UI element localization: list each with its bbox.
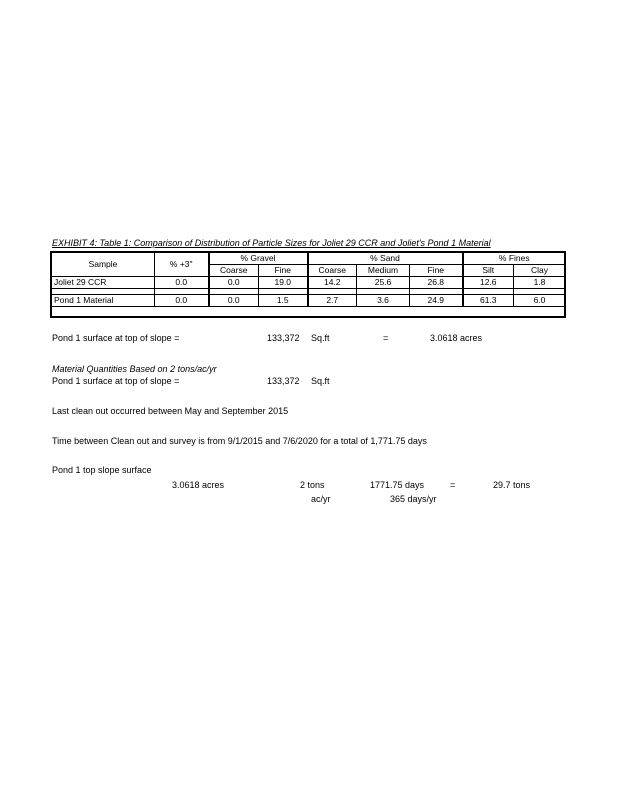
header-sand-fine: Fine (410, 265, 463, 277)
particle-size-table (51, 252, 566, 307)
cell-sand-fine: 24.9 (410, 295, 463, 307)
surface-label-2: Pond 1 surface at top of slope = (52, 376, 180, 386)
header-sand-medium: Medium (357, 265, 410, 277)
table-row (52, 277, 566, 289)
calc-days: 1771.75 days (370, 480, 425, 490)
header-row-1 (52, 253, 566, 265)
cell-gravel-coarse: 0.0 (209, 295, 259, 307)
header-sand-coarse: Coarse (308, 265, 357, 277)
equals-sign: = (383, 333, 389, 343)
cell-silt: 61.3 (463, 295, 514, 307)
calc-equals: = (450, 480, 456, 490)
cell-sample: Joliet 29 CCR (52, 277, 155, 289)
cell-silt: 12.6 (463, 277, 514, 289)
header-sample: Sample (52, 253, 155, 277)
calc-result: 29.7 tons (493, 480, 531, 490)
cell-sample: Pond 1 Material (52, 295, 155, 307)
calc-acres: 3.0618 acres (172, 480, 225, 490)
table-row (52, 295, 566, 307)
surface-label: Pond 1 surface at top of slope = (52, 333, 180, 343)
header-fines: % Fines (463, 253, 566, 265)
cell-sand-medium: 25.6 (357, 277, 410, 289)
surface-value: 133,372 (267, 333, 300, 343)
header-sand: % Sand (308, 253, 463, 265)
cell-plus3: 0.0 (155, 295, 209, 307)
top-slope-label: Pond 1 top slope surface (52, 465, 152, 475)
calc-tons-unit: ac/yr (311, 494, 331, 504)
table-caption: EXHIBIT 4: Table 1: Comparison of Distribution of Particle Sizes for Joliet 29 CCR and Joliet's Pond 1 Material (52, 238, 491, 248)
calc-days-unit: 365 days/yr (390, 494, 437, 504)
header-gravel: % Gravel (209, 253, 308, 265)
cell-clay: 1.8 (514, 277, 566, 289)
calc-tons: 2 tons (300, 480, 325, 490)
cell-sand-medium: 3.6 (357, 295, 410, 307)
surface-unit: Sq.ft (311, 333, 330, 343)
header-clay: Clay (514, 265, 566, 277)
cell-gravel-fine: 19.0 (259, 277, 308, 289)
cell-gravel-coarse: 0.0 (209, 277, 259, 289)
cleanout-text: Last clean out occurred between May and September 2015 (52, 406, 289, 416)
time-between-text: Time between Clean out and survey is from 9/1/2015 and 7/6/2020 for a total of 1,771.75 days (52, 436, 427, 446)
header-gravel-coarse: Coarse (209, 265, 259, 277)
header-silt: Silt (463, 265, 514, 277)
surface-unit-2: Sq.ft (311, 376, 330, 386)
cell-sand-coarse: 2.7 (308, 295, 357, 307)
cell-clay: 6.0 (514, 295, 566, 307)
header-gravel-fine: Fine (259, 265, 308, 277)
cell-sand-coarse: 14.2 (308, 277, 357, 289)
surface-acres: 3.0618 acres (430, 333, 483, 343)
cell-gravel-fine: 1.5 (259, 295, 308, 307)
cell-plus3: 0.0 (155, 277, 209, 289)
cell-sand-fine: 26.8 (410, 277, 463, 289)
surface-value-2: 133,372 (267, 376, 300, 386)
header-plus3: % +3" (155, 253, 209, 277)
quantities-heading: Material Quantities Based on 2 tons/ac/yr (52, 364, 217, 374)
